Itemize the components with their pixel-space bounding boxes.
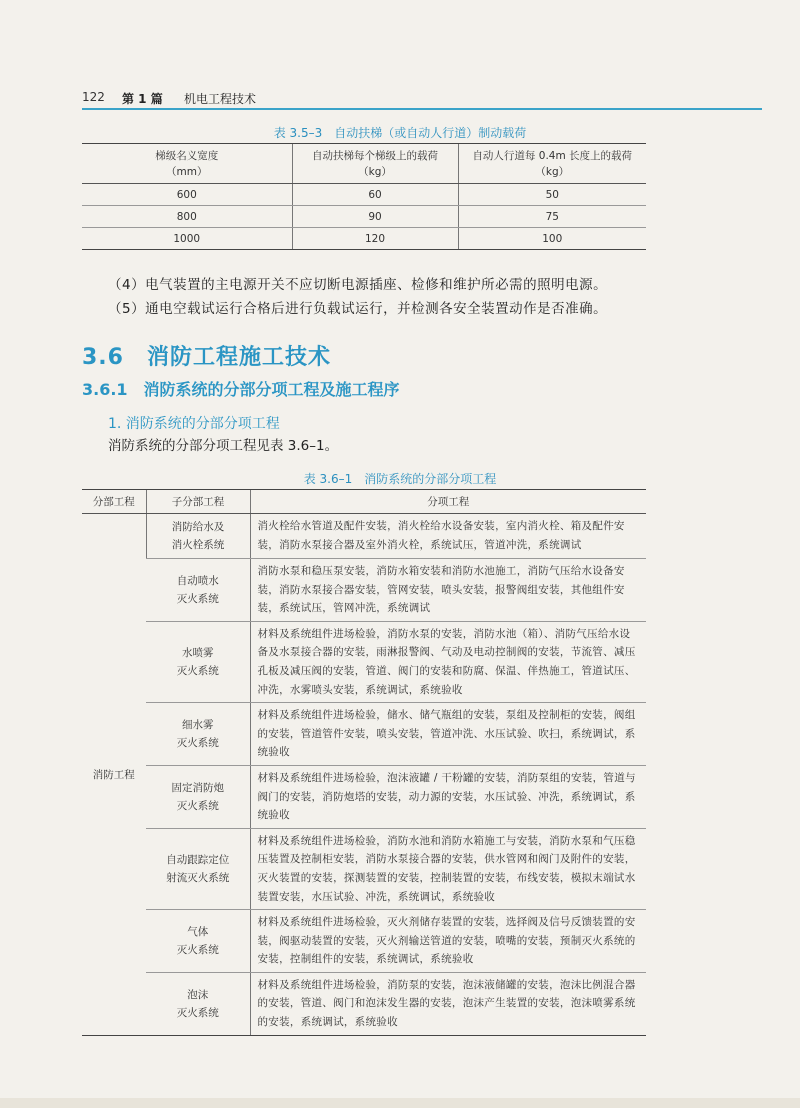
page-header: [82, 88, 762, 110]
items-cell: 材料及系统组件进场检验，消防水池和消防水箱施工与安装，消防水泵和气压稳压装置及控制柜安装，消防水泵接合器的安装，供水管网和阀门及附件的安装，灭火装置的安装，探测装置的安装，控制装置的安装，布线安装，模拟末端试水装置安装，水压试验、冲洗，系统调试，系统验收: [250, 828, 646, 909]
table-cell: 600: [82, 184, 292, 206]
items-cell: 消火栓给水管道及配件安装，消火栓给水设备安装，室内消火栓、箱及配件安装，消防水泵接合器及室外消火栓，系统试压，管道冲洗，系统调试: [250, 514, 646, 559]
items-cell: 材料及系统组件进场检验，灭火剂储存装置的安装，选择阀及信号反馈装置的安装，阀驱动装置的安装，灭火剂输送管道的安装，喷嘴的安装，预制灭火系统的安装，控制组件的安装，系统调试，系统验收: [250, 910, 646, 973]
page-number: 122: [82, 90, 105, 104]
table-cell: 100: [458, 228, 646, 250]
section-heading: 3.6 消防工程施工技术: [82, 345, 331, 370]
paragraph-5: （5）通电空载试运行合格后进行负载试运行，并检测各安全装置动作是否准确。: [108, 301, 608, 317]
table-cell: 60: [292, 184, 458, 206]
sub-division-cell: 消防给水及 消火栓系统: [146, 514, 250, 559]
fire-protection-table: [82, 489, 646, 1036]
table-row: [82, 703, 646, 766]
sub-division-cell: 气体 灭火系统: [146, 910, 250, 973]
table1-header-row: [82, 144, 646, 184]
division-cell: 消防工程: [82, 514, 146, 1036]
header-unit: （kg）: [358, 165, 392, 178]
table-cell: 800: [82, 206, 292, 228]
items-cell: 材料及系统组件进场检验，泡沫液罐 / 干粉罐的安装，消防泵组的安装，管道与阀门的安装，消防炮塔的安装，动力源的安装，水压试验、冲洗，系统调试，系统验收: [250, 765, 646, 828]
paragraph-4: （4）电气装置的主电源开关不应切断电源插座、检修和维护所必需的照明电源。: [108, 277, 608, 293]
table-cell: 50: [458, 184, 646, 206]
table2-header-cell: 子分部工程: [146, 490, 250, 514]
sub-division-cell: 固定消防炮 灭火系统: [146, 765, 250, 828]
table-row: [82, 184, 646, 206]
table1-header-cell: [292, 144, 458, 184]
sub-division-cell: 细水雾 灭火系统: [146, 703, 250, 766]
header-rule: [82, 108, 762, 110]
header-unit: （mm）: [166, 165, 208, 178]
sub-division-cell: 泡沫 灭火系统: [146, 972, 250, 1035]
table-row: [82, 765, 646, 828]
items-cell: 材料及系统组件进场检验，消防水泵的安装，消防水池（箱）、消防气压给水设备及水泵接合器的安装，雨淋报警阀、气动及电动控制阀的安装，节流管、减压孔板及减压阀的安装，管道、阀门的安装和防腐、保温、伴热施工，管道试压、冲洗，水雾喷头安装，系统调试，系统验收: [250, 621, 646, 702]
table-cell: 75: [458, 206, 646, 228]
table2-header-row: [82, 490, 646, 514]
table2-header-cell: 分部工程: [82, 490, 146, 514]
items-cell: 材料及系统组件进场检验，储水、储气瓶组的安装，泵组及控制柜的安装，阀组的安装，管道管件安装，喷头安装，管道冲洗、水压试验、吹扫，系统调试，系统验收: [250, 703, 646, 766]
sub-division-cell: 自动跟踪定位 射流灭火系统: [146, 828, 250, 909]
table-row: [82, 910, 646, 973]
table-cell: 120: [292, 228, 458, 250]
subsection-heading: 3.6.1 消防系统的分部分项工程及施工程序: [82, 380, 400, 399]
part-label: 第 1 篇: [122, 92, 163, 106]
table-row: [82, 514, 646, 559]
topic-heading: 1. 消防系统的分部分项工程: [108, 416, 280, 432]
sub-division-cell: 自动喷水 灭火系统: [146, 559, 250, 622]
header-unit: （kg）: [535, 165, 570, 178]
table-cell: 1000: [82, 228, 292, 250]
items-cell: 消防水泵和稳压泵安装，消防水箱安装和消防水池施工，消防气压给水设备安装，消防水泵接合器安装，管网安装，喷头安装，报警阀组安装，其他组件安装，系统试压，管网冲洗，系统调试: [250, 559, 646, 622]
table-row: [82, 621, 646, 702]
page-bottom-edge: [0, 1098, 800, 1108]
sub-division-cell: 水喷雾 灭火系统: [146, 621, 250, 702]
header-line: 自动扶梯每个梯级上的载荷: [312, 149, 438, 162]
header-line: 梯级名义宽度: [155, 149, 219, 162]
intro-text: 消防系统的分部分项工程见表 3.6–1。: [108, 438, 339, 454]
header-line: 自动人行道每 0.4m 长度上的载荷: [472, 149, 633, 162]
table2-header-cell: 分项工程: [250, 490, 646, 514]
table-row: [82, 228, 646, 250]
table-row: [82, 972, 646, 1035]
table1-header-cell: [82, 144, 292, 184]
chapter-title: 机电工程技术: [184, 92, 257, 106]
table1-caption: 表 3.5–3 自动扶梯（或自动人行道）制动载荷: [273, 126, 527, 140]
table-row: [82, 828, 646, 909]
table-row: [82, 206, 646, 228]
table-row: [82, 559, 646, 622]
table-cell: 90: [292, 206, 458, 228]
table2-caption: 表 3.6–1 消防系统的分部分项工程: [303, 472, 497, 486]
items-cell: 材料及系统组件进场检验，消防泵的安装，泡沫液储罐的安装，泡沫比例混合器的安装，管道、阀门和泡沫发生器的安装，泡沫产生装置的安装，泡沫喷雾系统的安装，系统调试，系统验收: [250, 972, 646, 1035]
table1-header-cell: [458, 144, 646, 184]
braking-load-table: [82, 143, 646, 250]
